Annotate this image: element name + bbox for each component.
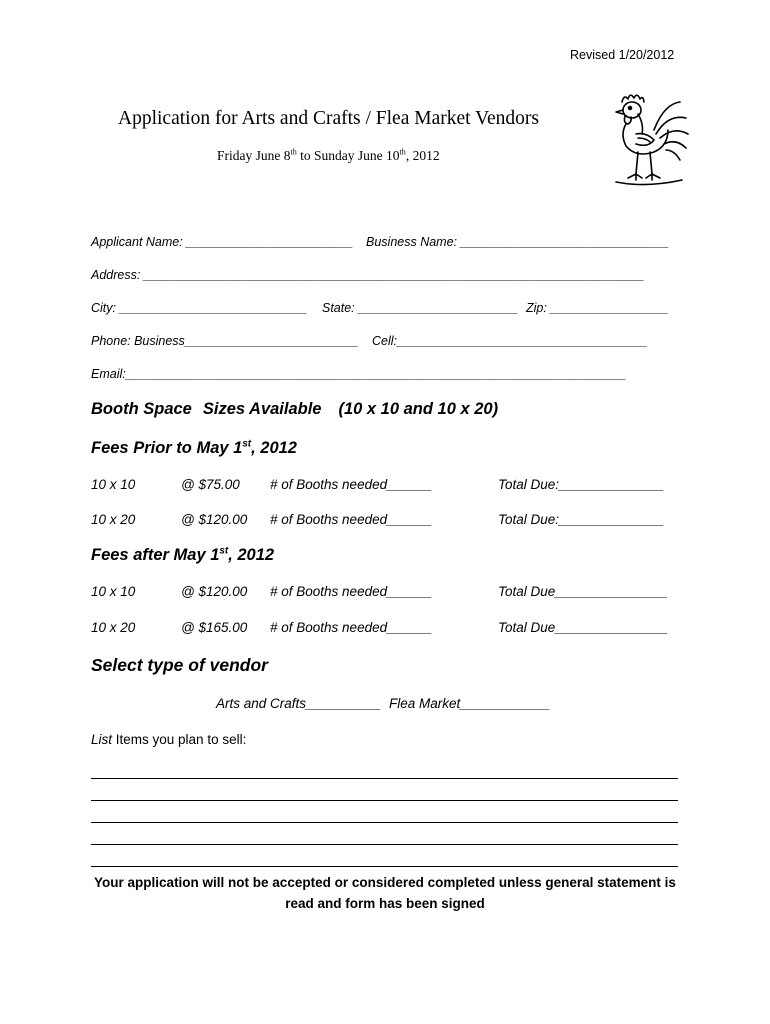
items-line[interactable] [91,866,678,867]
booth-space-heading: Booth Space Sizes Available (10 x 10 and 10 x 20) [91,400,499,418]
revised-date: Revised 1/20/2012 [570,48,675,62]
fees-prior-heading: Fees Prior to May 1st, 2012 [91,438,297,457]
booth-price: @ $75.00 [181,477,240,492]
booth-size: 10 x 10 [91,584,136,599]
total-due-field[interactable]: Total Due:______________ [498,512,665,527]
cell-field[interactable]: Cell:____________________________________ [372,334,648,348]
booth-price: @ $120.00 [181,584,248,599]
form-title: Application for Arts and Crafts / Flea Market Vendors [118,108,539,129]
arts-crafts-option[interactable]: Arts and Crafts__________ [216,696,382,711]
zip-field[interactable]: Zip: _________________ [526,301,669,315]
total-due-field[interactable]: Total Due_______________ [498,584,668,599]
phone-business-field[interactable]: Phone: Business_________________________ [91,334,359,348]
booth-size: 10 x 20 [91,620,136,635]
items-line[interactable] [91,844,678,845]
rooster-icon [606,90,690,190]
footer-statement-line1: Your application will not be accepted or considered completed unless general statement is [94,875,676,890]
booths-needed-field[interactable]: # of Booths needed______ [270,477,433,492]
total-due-field[interactable]: Total Due:______________ [498,477,665,492]
city-field[interactable]: City: ___________________________ [91,301,308,315]
items-line[interactable] [91,822,678,823]
event-dates: Friday June 8th to Sunday June 10th, 2012 [217,147,440,163]
booths-needed-field[interactable]: # of Booths needed______ [270,620,433,635]
items-line[interactable] [91,778,678,779]
booths-needed-field[interactable]: # of Booths needed______ [270,584,433,599]
booth-size: 10 x 20 [91,512,136,527]
address-field[interactable]: Address: ________________________________________________________________________ [91,268,645,282]
email-field[interactable]: Email:________________________________________________________________________ [91,367,627,381]
booth-price: @ $120.00 [181,512,248,527]
items-label: List Items you plan to sell: [91,732,247,747]
applicant-name-field[interactable]: Applicant Name: ________________________ [91,235,354,249]
total-due-field[interactable]: Total Due_______________ [498,620,668,635]
booth-price: @ $165.00 [181,620,248,635]
booth-size: 10 x 10 [91,477,136,492]
state-field[interactable]: State: _______________________ [322,301,519,315]
items-line[interactable] [91,800,678,801]
booths-needed-field[interactable]: # of Booths needed______ [270,512,433,527]
footer-statement-line2: read and form has been signed [285,896,485,911]
flea-market-option[interactable]: Flea Market____________ [389,696,551,711]
fees-after-heading: Fees after May 1st, 2012 [91,545,275,564]
business-name-field[interactable]: Business Name: ______________________________ [366,235,670,249]
vendor-type-heading: Select type of vendor [91,655,268,675]
